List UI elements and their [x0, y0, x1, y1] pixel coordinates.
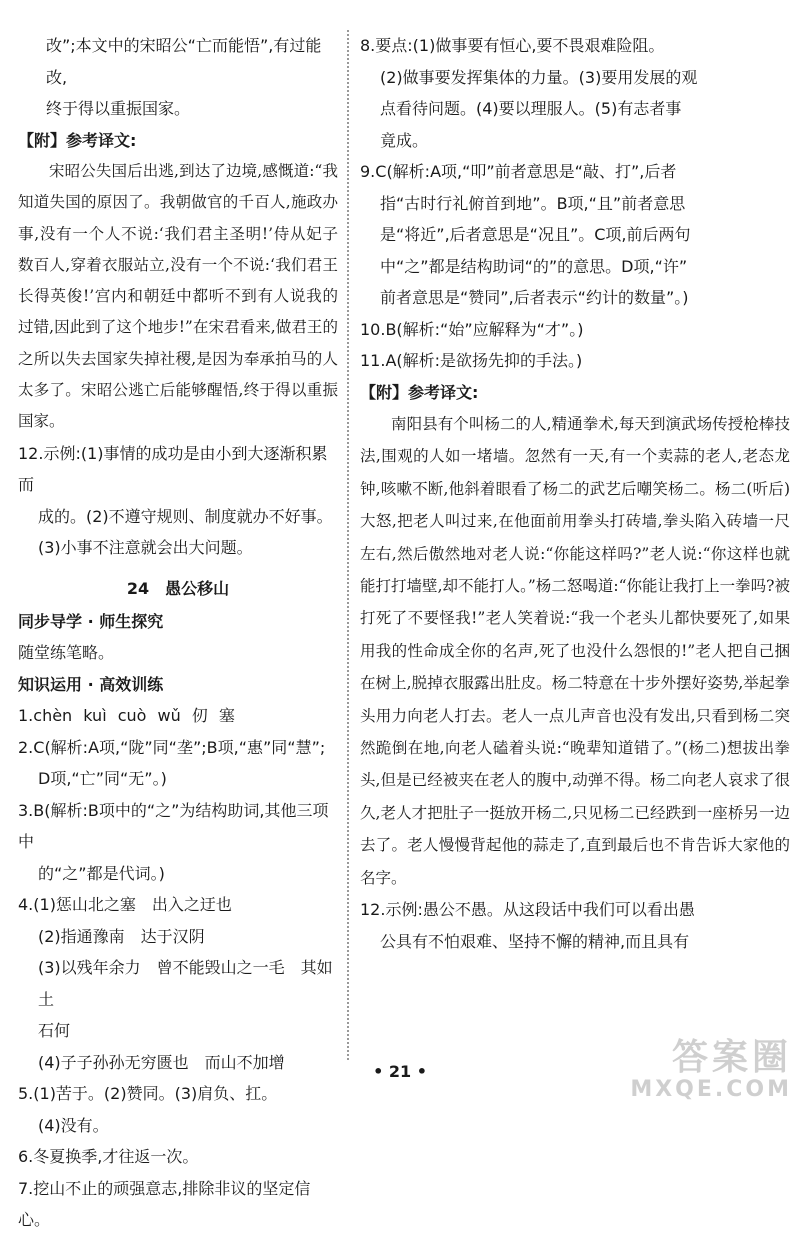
answer-12: 成的。(2)不遵守规则、制度就办不好事。 — [38, 506, 333, 526]
answer-4: 石何 — [38, 1021, 71, 1041]
carry-line: 终于得以重振国家。 — [46, 99, 191, 118]
answer-5: 5.(1)苦于。(2)赞同。(3)肩负、扛。 — [18, 1084, 278, 1104]
answer-3: 3.B(解析:B项中的“之”为结构助词,其他三项中 — [18, 800, 329, 852]
carry-line: 改”;本文中的宋昭公“亡而能悟”,有过能改, — [46, 36, 322, 87]
answer-12: (3)小事不注意就会出大问题。 — [38, 538, 253, 558]
translation-text: 南阳县有个叫杨二的人,精通拳术,每天到演武场传授枪棒技法,围观的人如一堵墙。忽然有一天,有一个卖蒜的老人,老态龙钟,咳嗽不断,他斜着眼看了杨二的武艺后嘲笑杨二。杨二(听后)大怒,把老人叫过来,在他面前用拳头打砖墙,拳头陷入砖墙一尺左右,然后傲然地对老人说:“你能这样吗?”老人说:“你这样也就能打打墙壁,却不能打人。”杨二怒喝道:“你能让我打上一拳吗?被打死了不要怪我!”老人笑着说:“我一个老头儿都快要死了,如果用我的性命成全你的名声,死了也没什么怨恨的!”老人把自己捆在树上,脱掉衣服露出肚皮。杨二特意在十步外摆好姿势,举起拳头用力向老人打去。老人一点儿声音也没有发出,只看到杨二突然跪倒在地,向老人磕着头说:“晚辈知道错了。”(杨二)想拔出拳头,但是已经被夹在老人的腹中,动弹不得。杨二向老人哀求了很久,老人才把肚子一挺放开杨二,只见杨二已经跌到一座桥另一边去了。老人慢慢背起他的蒜走了,直到最后也不肯告诉大家他的名字。 — [360, 415, 790, 887]
watermark-logo-text: 答案圈 — [671, 1037, 792, 1078]
lesson-title: 24 愚公移山 — [126, 578, 230, 598]
answer-6: 6.冬夏换季,才往返一次。 — [18, 1147, 199, 1167]
answer-5: (4)没有。 — [38, 1115, 109, 1135]
answer-4: (3)以残年余力 曾不能毁山之一毛 其如土 — [38, 958, 333, 1009]
answer-3: 的“之”都是代词。) — [38, 863, 165, 883]
answer-8: 竟成。 — [380, 130, 429, 150]
appendix-label: 【附】参考译文: — [360, 382, 479, 402]
answer-9: 中“之”都是结构助词“的”的意思。D项,“许” — [380, 256, 688, 276]
answer-9: 前者意思是“赞同”,后者表示“约计的数量”。) — [380, 288, 689, 307]
answer-12: 12.示例:(1)事情的成功是由小到大逐渐积累而 — [18, 443, 328, 495]
answer-4: (4)子子孙孙无穷匮也 而山不加增 — [38, 1052, 285, 1072]
page-number: • 21 • — [373, 1062, 427, 1081]
answer-11: 11.A(解析:是欲扬先抑的手法。) — [360, 351, 583, 370]
watermark-domain: MXQE.COM — [630, 1077, 792, 1102]
answer-4: (2)指通豫南 达于汉阴 — [38, 926, 205, 946]
answer-1: 1.chèn kuì cuò wǔ 仞 塞 — [18, 706, 235, 726]
answer-12: 公具有不怕艰难、坚持不懈的精神,而且具有 — [380, 931, 690, 951]
answer-8: 8.要点:(1)做事要有恒心,要不畏艰难险阻。 — [360, 36, 665, 55]
column-divider — [347, 30, 349, 1060]
answer-8: 点看待问题。(4)要以理服人。(5)有志者事 — [380, 99, 682, 118]
answer-7: 7.挖山不止的顽强意志,排除非议的坚定信心。 — [18, 1178, 311, 1230]
answer-9: 是“将近”,后者意思是“况且”。C项,前后两句 — [380, 225, 691, 244]
answer-4: 4.(1)惩山北之塞 出入之迂也 — [18, 895, 232, 915]
section-heading: 知识运用 · 高效训练 — [18, 674, 164, 694]
site-watermark — [630, 1038, 792, 1102]
appendix-label: 【附】参考译文: — [18, 130, 137, 150]
translation-text: 宋昭公失国后出逃,到达了边境,感慨道:“我知道失国的原因了。我朝做官的千百人,施政办事,没有一个人不说:‘我们君主圣明!’侍从妃子数百人,穿着衣服站立,没有一个不说:‘我们君王长得英俊!’宫内和朝廷中都听不到有人说我的过错,因此到了这个地步!”在宋君看来,做君王的之所以失去国家失掉社稷,是因为奉承拍马的人太多了。宋昭公逃亡后能够醒悟,终于得以重振国家。 — [18, 162, 338, 431]
left-column — [18, 30, 338, 1236]
answer-2: 2.C(解析:A项,“陇”同“垄”;B项,“惠”同“慧”; — [18, 737, 326, 757]
answer-9: 9.C(解析:A项,“叩”前者意思是“敲、打”,后者 — [360, 162, 677, 181]
answer-2: D项,“亡”同“无”。) — [38, 769, 167, 789]
answer-9: 指“古时行礼俯首到地”。B项,“且”前者意思 — [380, 193, 686, 213]
answer-10: 10.B(解析:“始”应解释为“才”。) — [360, 319, 584, 339]
section-heading: 同步导学 · 师生探究 — [18, 611, 164, 631]
section-text: 随堂练笔略。 — [18, 643, 115, 663]
answer-12: 12.示例:愚公不愚。从这段话中我们可以看出愚 — [360, 900, 695, 920]
right-column — [360, 30, 790, 957]
answer-8: (2)做事要发挥集体的力量。(3)要用发展的观 — [380, 67, 698, 87]
